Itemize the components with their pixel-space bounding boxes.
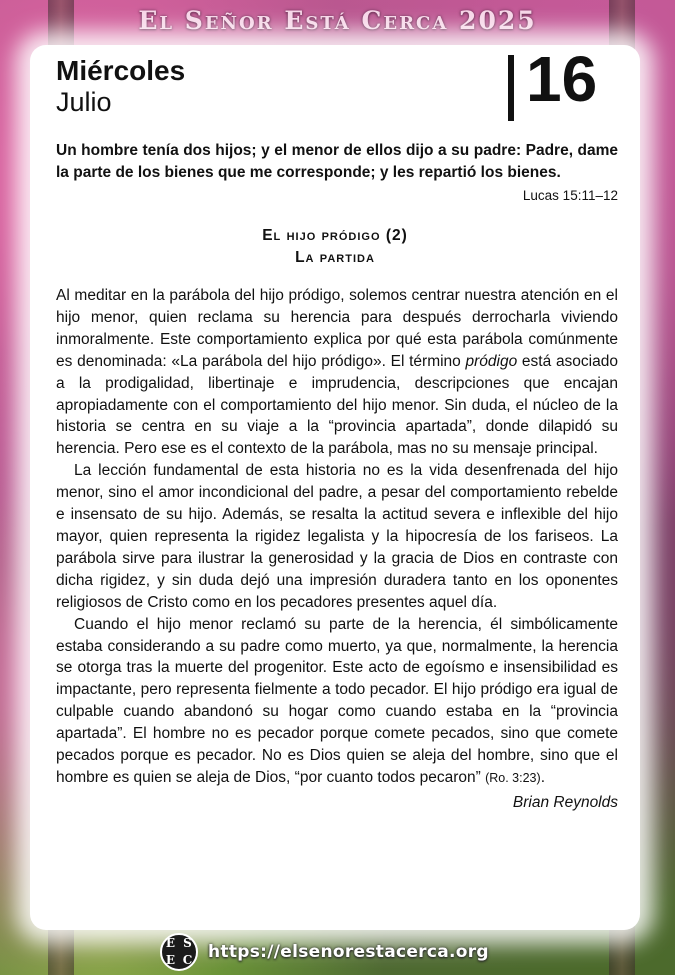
paragraph-3-text: Cuando el hijo menor reclamó su parte de la herencia, él simbólicamente estaba considerando a su padre como muerto, ya que, normalmente, la herencia se otorga tras la muerte del progenitor. Este acto de egoísmo e insensibilidad es impactante, pero representa fielmente a todo pecador. El hijo pródigo era igual de culpable cuando abandonó su hogar como cuando estaba en la “provincia apartada”. El hombre no es pecador porque comete pecados, sino que comete pecados porque es pecador. No es Dios quien se aleja del hombre, sino que el hombre es quien se aleja de Dios, “por cuanto todos pecaron” bbox=[56, 615, 618, 786]
section-title: El hijo pródigo (2) bbox=[262, 227, 408, 244]
devotional-card bbox=[30, 45, 640, 930]
key-verse-text: Un hombre tenía dos hijos; y el menor de ellos dijo a su padre: Padre, dame la parte de los bienes que me corresponde; y les repartió los bienes. bbox=[56, 142, 618, 181]
footer bbox=[160, 936, 489, 968]
day-number: 16 bbox=[526, 43, 598, 115]
logo-letter: S bbox=[183, 936, 192, 950]
paragraph-3 bbox=[56, 614, 618, 790]
paragraph-1-text-a: Al meditar en la parábola del hijo pródigo, solemos centrar nuestra atención en el hijo menor, quien reclama su herencia para después derrocharla viviendo inmoralmente. Este comportamiento explica por qué esta parábola comúnmente es denominada: «La parábola del hijo pródigo». El término bbox=[56, 287, 618, 370]
logo bbox=[160, 933, 198, 971]
bible-reference: (Ro. 3:23) bbox=[485, 770, 541, 785]
logo-letter: E bbox=[165, 936, 176, 950]
paragraph-3-end: . bbox=[540, 768, 545, 786]
emphasis-prodigo: pródigo bbox=[465, 352, 518, 370]
devotional-body bbox=[56, 285, 618, 814]
logo-letter: C bbox=[182, 953, 193, 967]
paragraph-1 bbox=[56, 285, 618, 460]
paragraph-2: La lección fundamental de esta historia no es la vida desenfrenada del hijo menor, sino el amor incondicional del padre, a pesar del comportamiento rebelde e insensato de su hijo. Además, se resalta la actitud severa e inflexible del hijo mayor, quien representa la rigidez legalista y la hipocresía de los fariseos. La parábola sirve para ilustrar la generosidad y la gracia de Dios en contraste con dicha rigidez, y sin duda dejó una impresión duradera tanto en los oponentes religiosos de Cristo como en los pecadores presentes aquel día. bbox=[56, 462, 618, 611]
website-link[interactable]: https://elsenorestacerca.org bbox=[208, 942, 489, 962]
date-divider bbox=[508, 55, 514, 121]
key-verse-reference: Lucas 15:11–12 bbox=[522, 188, 618, 203]
weekday-label: Miércoles bbox=[56, 55, 186, 86]
page-header-title: El Señor Está Cerca 2025 bbox=[138, 6, 537, 35]
section-subtitle: La partida bbox=[295, 249, 375, 266]
author-name: Brian Reynolds bbox=[512, 793, 618, 811]
paragraph-1-text-b: está asociado a la prodigalidad, libertinaje e imprudencia, descripciones que encajan apropiadamente con el comportamiento del hijo menor. Sin duda, el núcleo de la historia se centra en su viaje a la “provincia apartada”, donde dilapidó su herencia. Pero ese es el contexto de la parábola, mas no su mensaje principal. bbox=[56, 352, 618, 458]
key-verse bbox=[56, 140, 618, 207]
logo-letter: E bbox=[165, 953, 176, 967]
month-label: Julio bbox=[56, 87, 112, 117]
